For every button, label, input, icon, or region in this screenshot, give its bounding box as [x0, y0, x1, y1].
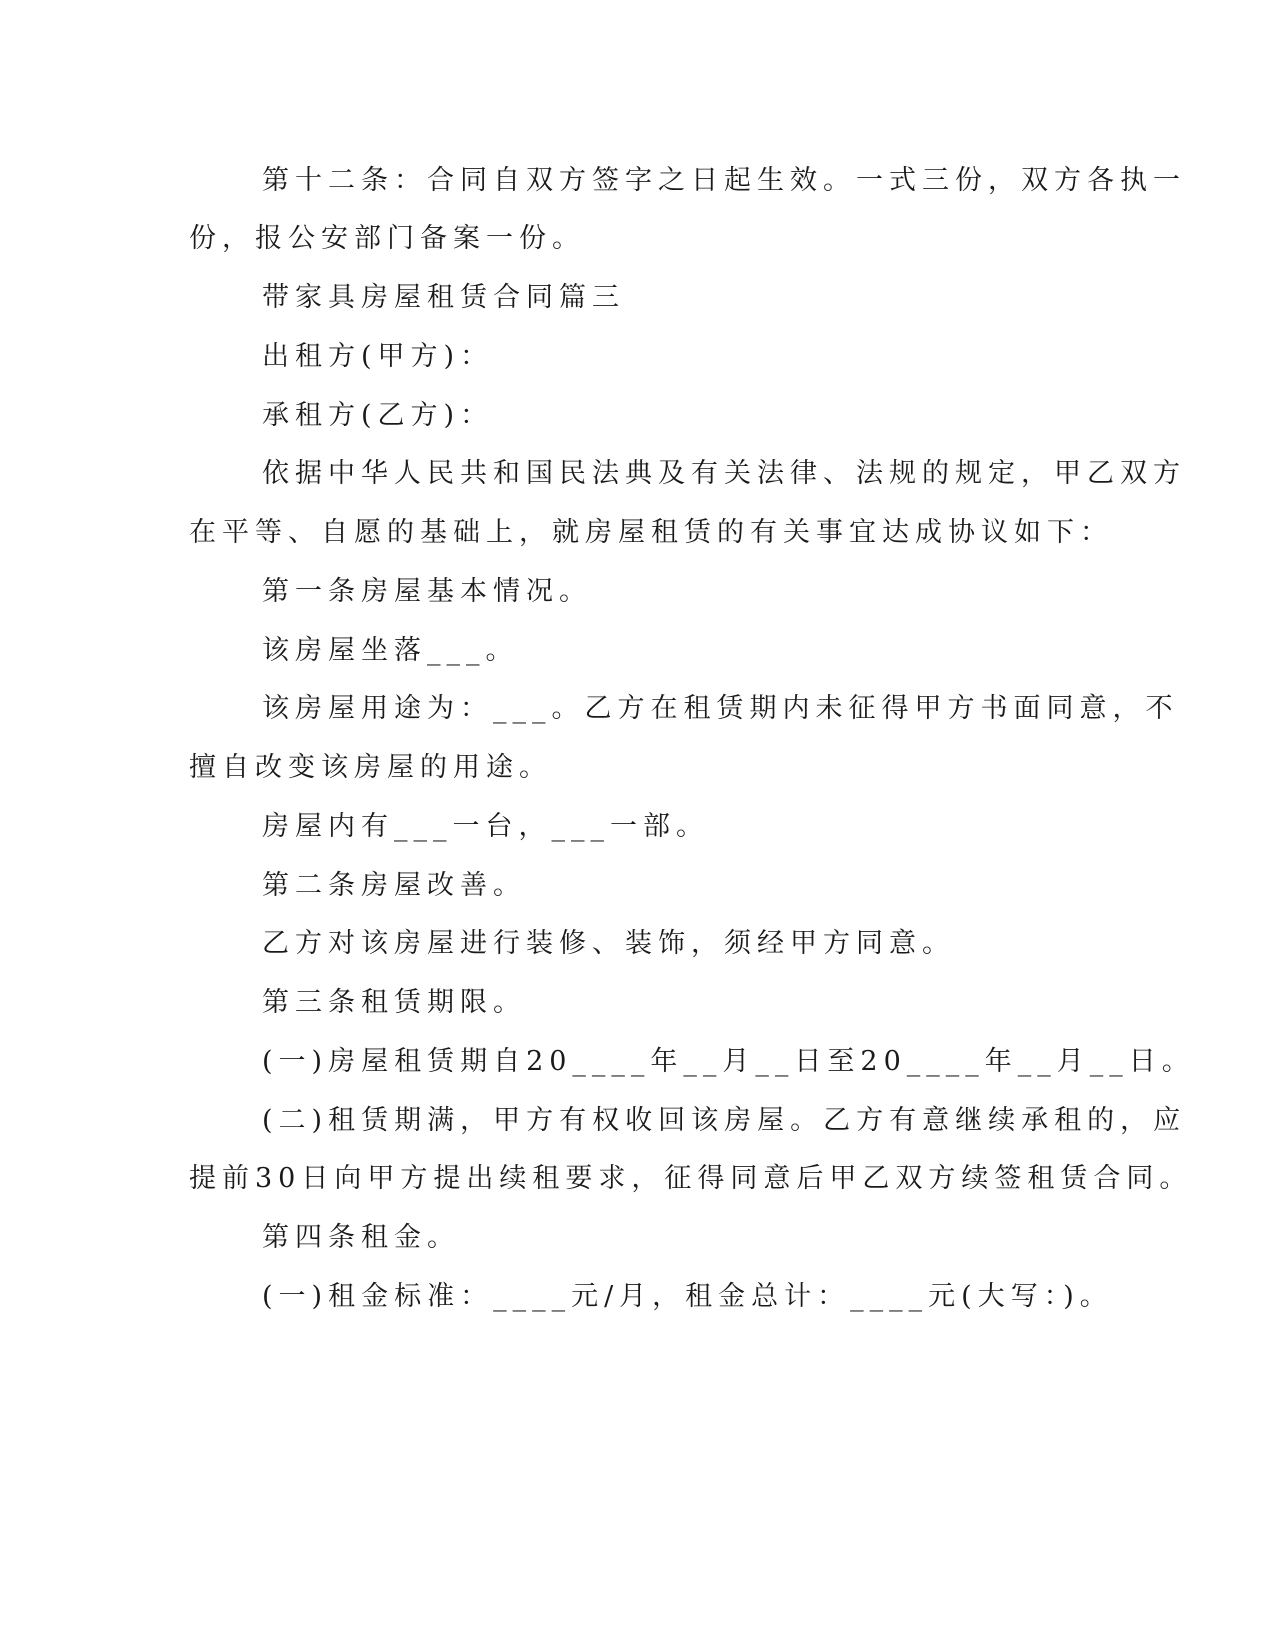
text-line: 该房屋坐落___。 — [262, 635, 519, 666]
text-line: (一)租金标准：____元/月，租金总计：____元(大写：)。 — [262, 1281, 1113, 1312]
text-line: 擅自改变该房屋的用途。 — [189, 752, 552, 783]
article-heading: 第三条租赁期限。 — [262, 987, 526, 1018]
lessor-label: 出租方(甲方)： — [262, 341, 494, 372]
text-line: 提前30日向甲方提出续租要求，征得同意后甲乙双方续签租赁合同。 — [189, 1163, 1193, 1194]
lessee-label: 承租方(乙方)： — [262, 400, 494, 431]
text-line: 房屋内有___一台，___一部。 — [262, 811, 709, 842]
text-line: 该房屋用途为：___。乙方在租赁期内未征得甲方书面同意，不 — [262, 693, 1179, 724]
article-heading: 第一条房屋基本情况。 — [262, 576, 592, 607]
section-title: 带家具房屋租赁合同篇三 — [262, 282, 625, 313]
text-line: (二)租赁期满，甲方有权收回该房屋。乙方有意继续承租的，应 — [262, 1105, 1187, 1136]
article-heading: 第四条租金。 — [262, 1222, 460, 1253]
text-line: 在平等、自愿的基础上，就房屋租赁的有关事宜达成协议如下： — [189, 517, 1113, 548]
text-line: 乙方对该房屋进行装修、装饰，须经甲方同意。 — [262, 928, 955, 959]
text-line: 份，报公安部门备案一份。 — [189, 223, 585, 254]
text-line: 第十二条：合同自双方签字之日起生效。一式三份，双方各执一 — [262, 165, 1186, 196]
text-line: (一)房屋租赁期自20____年__月__日至20____年__月__日。 — [262, 1046, 1195, 1077]
article-heading: 第二条房屋改善。 — [262, 870, 526, 901]
text-line: 依据中华人民共和国民法典及有关法律、法规的规定，甲乙双方 — [262, 458, 1186, 489]
